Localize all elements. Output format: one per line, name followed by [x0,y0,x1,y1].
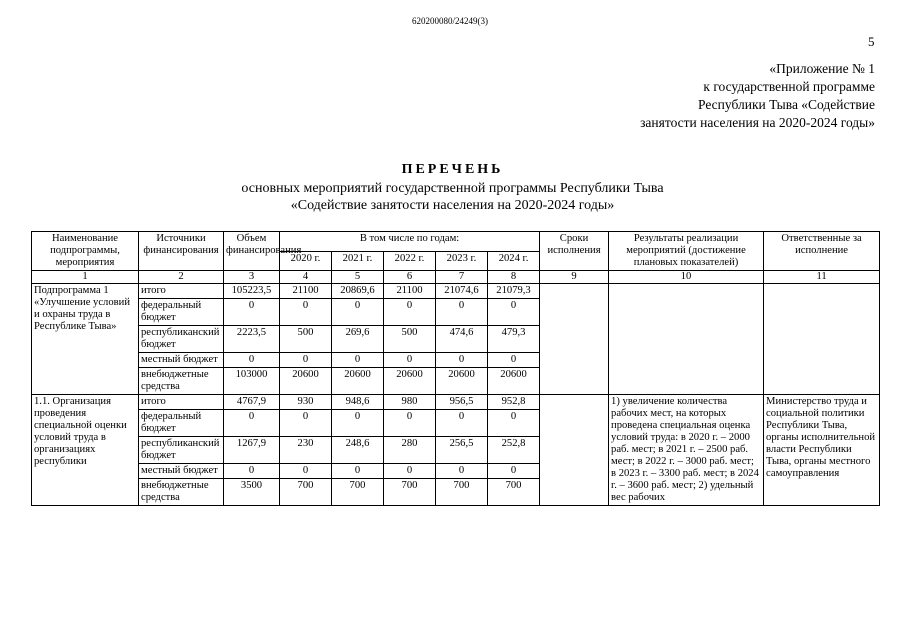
year-value-cell: 700 [384,479,436,506]
year-value-cell: 21079,3 [488,284,540,299]
year-value-cell: 230 [280,437,332,464]
funding-source-cell: итого [139,395,224,410]
year-value-cell: 0 [436,410,488,437]
annex-header [575,60,875,132]
year-value-cell: 0 [384,464,436,479]
year-value-cell: 21100 [384,284,436,299]
column-number: 4 [280,271,332,284]
funding-source-cell: внебюджетные средства [139,479,224,506]
volume-cell: 0 [224,353,280,368]
year-value-cell: 0 [280,299,332,326]
year-value-cell: 0 [280,410,332,437]
year-value-cell: 700 [436,479,488,506]
annex-line-4: занятости населения на 2020-2024 годы» [640,115,875,130]
year-value-cell: 20869,6 [332,284,384,299]
funding-source-cell: итого [139,284,224,299]
year-value-cell: 256,5 [436,437,488,464]
volume-cell: 3500 [224,479,280,506]
annex-line-1: «Приложение № 1 [769,61,875,76]
funding-source-cell: федеральный бюджет [139,410,224,437]
annex-line-3: Республики Тыва «Содействие [698,97,875,112]
volume-cell: 2223,5 [224,326,280,353]
year-value-cell: 500 [384,326,436,353]
year-value-cell: 20600 [488,368,540,395]
volume-cell: 103000 [224,368,280,395]
year-value-cell: 500 [280,326,332,353]
year-value-cell: 0 [384,353,436,368]
volume-cell: 1267,9 [224,437,280,464]
header-name: Наименование подпрограммы, мероприятия [32,232,139,271]
funding-source-cell: местный бюджет [139,353,224,368]
volume-cell: 0 [224,410,280,437]
document-title [0,160,905,214]
year-value-cell: 21100 [280,284,332,299]
responsible-cell [764,284,880,395]
results-cell [609,284,764,395]
year-value-cell: 20600 [384,368,436,395]
year-value-cell: 0 [488,353,540,368]
funding-source-cell: местный бюджет [139,464,224,479]
column-number: 11 [764,271,880,284]
year-value-cell: 0 [436,299,488,326]
activity-name-cell: Подпрограмма 1 «Улучшение условий и охраны труда в Республике Тыва» [32,284,139,395]
year-value-cell: 0 [436,353,488,368]
terms-cell [540,284,609,395]
year-value-cell: 0 [488,410,540,437]
year-value-cell: 20600 [280,368,332,395]
header-responsible: Ответственные за исполнение [764,232,880,271]
header-year: 2023 г. [436,251,488,271]
activities-table [31,231,880,506]
header-year: 2020 г. [280,251,332,271]
year-value-cell: 20600 [332,368,384,395]
page-number: 5 [868,34,875,49]
year-value-cell: 700 [332,479,384,506]
year-value-cell: 980 [384,395,436,410]
year-value-cell: 700 [280,479,332,506]
title-heading: ПЕРЕЧЕНЬ [401,162,504,177]
year-value-cell: 0 [280,353,332,368]
year-value-cell: 0 [488,464,540,479]
column-number: 2 [139,271,224,284]
year-value-cell: 0 [436,464,488,479]
year-value-cell: 0 [280,464,332,479]
terms-cell [540,395,609,506]
column-number: 1 [32,271,139,284]
annex-line-2: к государственной программе [703,79,875,94]
column-numbers-row [32,271,880,284]
volume-cell: 0 [224,299,280,326]
header-volume: Объем финансирования [224,232,280,271]
year-value-cell: 474,6 [436,326,488,353]
year-value-cell: 948,6 [332,395,384,410]
funding-source-cell: республиканский бюджет [139,326,224,353]
table-row [32,284,880,299]
year-value-cell: 479,3 [488,326,540,353]
year-value-cell: 956,5 [436,395,488,410]
volume-cell: 0 [224,464,280,479]
volume-cell: 4767,9 [224,395,280,410]
header-year: 2022 г. [384,251,436,271]
title-line-2: «Содействие занятости населения на 2020-2024 годы» [290,198,615,213]
header-year: 2021 г. [332,251,384,271]
column-number: 10 [609,271,764,284]
column-number: 6 [384,271,436,284]
column-number: 7 [436,271,488,284]
year-value-cell: 0 [332,410,384,437]
year-value-cell: 952,8 [488,395,540,410]
funding-source-cell: республиканский бюджет [139,437,224,464]
year-value-cell: 0 [332,353,384,368]
year-value-cell: 0 [332,299,384,326]
year-value-cell: 280 [384,437,436,464]
year-value-cell: 20600 [436,368,488,395]
year-value-cell: 248,6 [332,437,384,464]
year-value-cell: 0 [384,299,436,326]
header-by-years: В том числе по годам: [280,232,540,252]
activity-name-cell: 1.1. Организация проведения специальной оценки условий труда в организациях республики [32,395,139,506]
year-value-cell: 0 [384,410,436,437]
year-value-cell: 700 [488,479,540,506]
results-cell: 1) увеличение количества рабочих мест, на которых проведена специальная оценка условий труда: в 2020 г. – 2000 раб. мест; в 2021 г. – 2500 раб. мест; в 2022 г. – 3000 раб. мест; в 2023 г. – 3300 раб. мест; в 2024 г. – 3600 раб. мест; 2) удельный вес рабочих [609,395,764,506]
document-id: 620200080/24249(3) [412,16,488,26]
funding-source-cell: федеральный бюджет [139,299,224,326]
year-value-cell: 252,8 [488,437,540,464]
header-row-1 [32,232,880,252]
year-value-cell: 0 [488,299,540,326]
year-value-cell: 21074,6 [436,284,488,299]
funding-source-cell: внебюджетные средства [139,368,224,395]
column-number: 3 [224,271,280,284]
header-terms: Сроки исполнения [540,232,609,271]
column-number: 9 [540,271,609,284]
volume-cell: 105223,5 [224,284,280,299]
header-sources: Источники финансирования [139,232,224,271]
year-value-cell: 0 [332,464,384,479]
year-value-cell: 930 [280,395,332,410]
responsible-cell: Министерство труда и социальной политики Республики Тыва, органы исполнительной власти Республики Тыва, органы местного самоуправления [764,395,880,506]
column-number: 5 [332,271,384,284]
table-row [32,395,880,410]
year-value-cell: 269,6 [332,326,384,353]
header-results: Результаты реализации мероприятий (достижение плановых показателей) [609,232,764,271]
header-year: 2024 г. [488,251,540,271]
title-line-1: основных мероприятий государственной программы Республики Тыва [241,181,664,196]
column-number: 8 [488,271,540,284]
